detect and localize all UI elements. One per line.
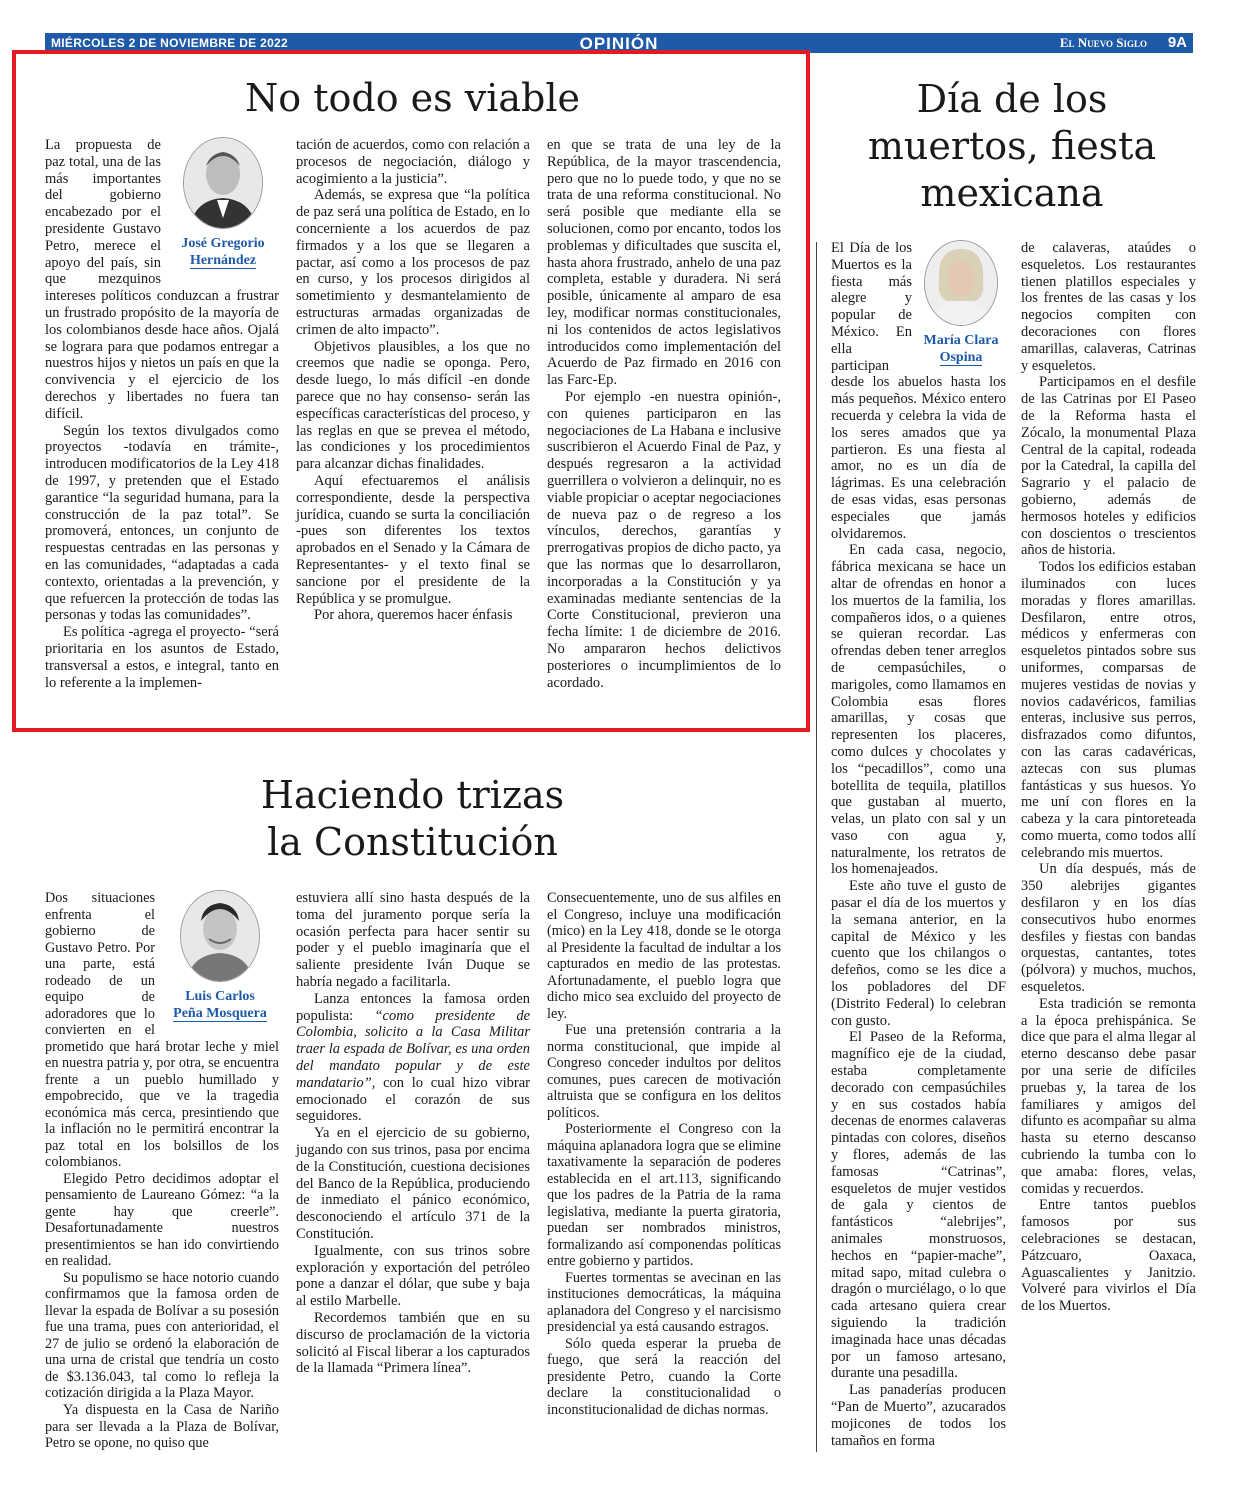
author-first-name: Luis Carlos [185,989,255,1004]
paragraph: Por ejemplo -en nuestra opinión-, con quienes participaron en las negociaciones de La Habana e inclusive suscribieron el Acuerdo Final de Paz, y después regresaron a la actividad guerrillera o volvieron a delinquir, no es viable propiciar o aceptar negociaciones de nueva paz o de regreso a los vínculos, derechos, garantías y prerrogativas propios de dicho pacto, ya que las normas que lo desarrollaron, incorporadas a la Constitución y ya examinadas mediante sentencias de la Corte Constitucional, previeron una fecha límite: 1 de diciembre de 2016. No ampararon hechos delictivos posteriores o incumplimientos de lo acordado. [547,388,781,691]
paragraph: En cada casa, negocio, fábrica mexicana se hace un altar de ofrendas en honor a los muertos de la familia, los compañeros idos, o a quienes se quieran recordar. Las ofrendas deben tener arreglos de cempasúchiles, o marigoles, como llamamos en Colombia esas flores amarillas, y cosas que representen los placeres, como dulces y chocolates y los “pecadillos”, como una botellita de tequila, platillos que gustaban al muerto, velas, un plato con sal y un vaso con agua y, naturalmente, los retratos de los homenajeados. [831,542,1006,878]
newspaper-name: El Nuevo Siglo [1059,35,1147,50]
paragraph: El Paseo de la Reforma, magnífico eje de la ciudad, estaba completamente decorado con cempasúchiles y en sus costados había decenas de enormes calaveras pintadas con colores, diseños y flores, además de las famosas “Catrinas”, esqueletos de mujer vestidos de gala y cientos de fantásticos “alebrijes”, animales monstruosos, hechos en “papier-mache”, mitad sapo, mitad culebra o dragón o murciélago, o lo que cada artesano quiera crear siguiendo la tradición imaginada hace unas décadas por un famoso artesano, durante una pesadilla. [831,1029,1006,1382]
paragraph: Dos situaciones enfrenta el gobierno de Gustavo Petro. Por una parte, está rodeado de un equipo de adoradores que lo convierten en el prometido que hará brotar leche y miel en nuestra patria y, por otra, se encuentra frente a un pueblo humillado y empobrecido, que ve la tragedia económica más cerca, presintiendo que la inflación no le permitirá encontrar la paz total en los bolsillos de los colombianos. [45,890,279,1171]
author-photo [183,137,263,229]
paragraph: La propuesta de paz total, una de las más importantes del gobierno encabezado por el presidente Gustavo Petro, merece el apoyo del país, sin que mezquinos intereses políticos conduzcan a frustrar un frustrado propósito de la mayoría de los colombianos desde hace años. Ojalá se lograra para que podamos entregar a nuestros hijos y nietos un país en que la convivencia y el ejercicio de los derechos y libertades no fuera tan difícil. [45,137,279,422]
paragraph: Ya en el ejercicio de su gobierno, jugando con sus trinos, pasa por encima de la Constitución, cuestiona decisiones del Banco de la República, produciendo de inmediato el pánico económico, desconociendo el artículo 371 de la Constitución. [296,1125,530,1242]
column-divider [816,242,817,1452]
article3-col1 [831,240,1006,1449]
article3-title-line2: muertos, fiesta [867,124,1157,169]
paragraph: de calaveras, ataúdes o esqueletos. Los restaurantes tienen platillos especiales y los frentes de las casas y los negocios compiten con decoraciones con flores amarillas, calaveras, Catrinas y esqueletos. [1021,240,1196,374]
article2-title-line1: Haciendo trizas [260,773,565,817]
paragraph: Todos los edificios estaban iluminados con luces moradas y flores amarillas. Desfilaron, entre otros, médicos y enfermeras con esqueletos pintados sobre sus uniformes, comparsas de mujeres vestidas de novias y novios cadavéricos, familias enteras, inclusive sus perros, disfrazados como difuntos, con las caras cadavéricas, aztecas con sus plumas fantásticas y sus huesos. Yo me uní con flores en la cabeza y la cara pintoreteada como muerta, como todos allí celebrando mis muertos. [1021,559,1196,861]
paragraph: Su populismo se hace notorio cuando confirmamos que la famosa orden de llevar la espada de Bolívar a su posesión fue una trama, pues con anterioridad, el 27 de julio se ordenó la elaboración de una urna de cristal que tendría un costo de $3.136.043, tal como lo refleja la cotización dirigida a la Plaza Mayor. [45,1269,279,1402]
section-name: OPINIÓN [579,34,659,53]
paragraph: Igualmente, con sus trinos sobre exploración y exportación del petróleo pone a danzar el dólar, que sube y baja al estilo Marbelle. [296,1242,530,1310]
paragraph: en que se trata de una ley de la República, de la mayor trascendencia, pero que no lo puede todo, y que no se trata de una reforma constitucional. No será posible que mediante ella se solucionen, como por encanto, todos los problemas y dificultades que suscita el, hasta ahora frustrado, anhelo de una paz completa, estable y duradera. Ni será posible, únicamente al amparo de esa ley, modificar normas constitucionales, ni los contenidos de actos legislativos introducidos como implementación del Acuerdo de Paz firmado en 2016 con las Farc-Ep. [547,137,781,389]
article1-col2 [296,137,530,624]
paragraph: Por ahora, queremos hacer énfasis [314,607,513,624]
paragraph: estuviera allí sino hasta después de la toma del juramento porque sería la ocasión perfecta para hacer sentir su poder y el pueblo imaginaría que el saliente presidente Iván Duque se habría negado a facilitarla. [296,890,530,990]
paragraph: Sólo queda esperar la prueba de fuego, que será la reacción del presidente Petro, cuando la Corte declare la constitucionalidad o inconstitucionalidad de dichas normas. [547,1335,781,1418]
paragraph: Según los textos divulgados como proyectos -todavía en trámite-, introducen modificatorios de la Ley 418 de 1997, y pretenden que el Estado garantice “la seguridad humana, para la construcción de la paz total”. Se promoverá, entonces, un conjunto de respuestas centradas en las personas y en las comunidades, “adaptadas a cada contexto, orientadas a la prevención, y que refuercen la protección de todas las personas y todas las comunidades”. [45,422,279,624]
issue-date: MIÉRCOLES 2 DE NOVIEMBRE DE 2022 [51,36,288,50]
page-number: 9A [1167,34,1187,51]
text-run: Lanza entonces la famosa orden populista: [296,990,530,1024]
paragraph: tación de acuerdos, como con relación a procesos de negociación, diálogo y acogimiento a la justicia”. [296,137,530,187]
article2-col2 [296,890,530,1377]
paragraph: Esta tradición se remonta a la época prehispánica. Se dice que para el alma llegar al eterno descanso debe pasar por una serie de difíciles pruebas y, la tarea de los familiares y amigos del difunto es acompañar su alma hasta su eterno descanso cubriendo la tumba con lo que amaba: flores, velas, comidas y recuerdos. [1021,995,1196,1197]
paragraph: Las panaderías producen “Pan de Muerto”, azucarados mojicones de todos los tamaños en forma [831,1382,1006,1449]
author-last-name: Peña Mosquera [173,1006,267,1021]
paragraph: Fuertes tormentas se avecinan en las instituciones democráticas, la máquina aplanadora del Congreso y el narcisismo presidencial ya está causando estragos. [547,1269,781,1336]
article3-author [916,240,1006,366]
paragraph: Aquí efectuaremos el análisis correspondiente, desde la perspectiva jurídica, cuando se surta la conciliación -pues son diferentes los textos aprobados en el Senado y la Cámara de Representantes- y el texto final se sancione por el presidente de la República y se promulgue. [296,472,530,607]
quoted-order: “como presidente de Colombia, solicito a la Casa Militar traer la espada de Bolívar, es una orden del mandato popular y de este mandatario” [296,1007,530,1091]
article2-author [161,890,279,1022]
author-last-name: Ospina [939,350,983,365]
article2-col1 [45,890,279,1452]
article2-title-line2: la Constitución [267,820,558,865]
paragraph: Este año tuve el gusto de pasar el día de los muertos y la semana anterior, en la capital de México y les cuento que los chilangos o defeños, como se les dice a los pobladores del DF (Distrito Federal) lo celebran con gusto. [831,878,1006,1029]
paragraph: Consecuentemente, uno de sus alfiles en el Congreso, incluye una modificación (mico) en la Ley 418, donde se le otorga al Presidente la facultad de indultar a los capturados en medio de las protestas. Afortunadamente, el pueblo logra que dicho mico sea excluido del proyecto de ley. [547,890,781,1022]
article3-col2 [1021,240,1196,1315]
article1-author [167,137,279,269]
paragraph: Ya dispuesta en la Casa de Nariño para ser llevada a la Plaza de Bolívar, Petro se opone, no quiso que [45,1401,279,1452]
paragraph: Fue una pretensión contraria a la norma constitucional, que impide al Congreso conceder indultos por delitos comunes, pues carecen de motivación altruista que se configura en los delitos políticos. [547,1022,781,1121]
paragraph: El Día de los Muertos es la fiesta más alegre y popular de México. En ella participan desde los abuelos hasta los más pequeños. México entero recuerda y celebra la vida de los seres amados que ya partieron. Es una fiesta al amor, no es un día de lágrimas. Es una celebración de esas vidas, esas personas especiales que jamás olvidaremos. [831,240,1006,542]
paragraph: Además, se expresa que “la política de paz será una política de Estado, en lo concerniente a los acuerdos de paz firmados y a los que se llegaren a pactar, así como a los procesos de paz en curso, y los procesos dirigidos al sometimiento y desmantelamiento de estructuras armadas organizadas de crimen de alto impacto”. [296,187,530,338]
author-photo [924,240,998,326]
author-last-name: Hernández [189,253,257,268]
article1-col1 [45,137,279,691]
article2-title [45,772,780,866]
paragraph: Objetivos plausibles, a los que no creemos que nadie se oponga. Pero, desde luego, lo más difícil -en donde parece que no hay consenso- serán las específicas características del proceso, y las reglas en que se prevea el método, las condiciones y los procedimientos para alcanzar dichas finalidades. [296,338,530,473]
author-first-name: José Gregorio [181,236,265,251]
paragraph: Elegido Petro decidimos adoptar el pensamiento de Laureano Gómez: “a la gente hay que creerle”. Desafortunadamente nuestros presentimientos se han ido convirtiendo en realidad. [45,1170,279,1270]
paragraph: Posteriormente el Congreso con la máquina aplanadora logra que se elimine taxativamente la separación de poderes establecida en el art.113, significando que los padres de la Patria de la rama legislativa, mediante la puerta giratoria, puedan ser nombrados ministros, formalizando así componendas políticas entre gobierno y partidos. [547,1121,781,1270]
article1-col3 [547,137,781,691]
paragraph: Participamos en el desfile de las Catrinas por El Paseo de la Reforma hasta el Zócalo, la monumental Plaza Central de la capital, rodeada por la Catedral, la capilla del Sagrario y el palacio de gobierno, además de hermosos hoteles y edificios con doscientos o trescientos años de historia. [1021,374,1196,559]
paragraph: Recordemos también que en su discurso de proclamación de la victoria solicitó al Fiscal liberar a los capturados de la llamada “Primera línea”. [296,1309,530,1377]
paragraph: Entre tantos pueblos famosos por sus celebraciones se destacan, Pátzcuaro, Oaxaca, Aguascalientes y Janitzio. Volveré para vivirlos el Día de los Muertos. [1021,1197,1196,1315]
paragraph: Es política -agrega el proyecto- “será prioritaria en los asuntos de Estado, transversal a estos, e integral, tanto en lo referente a la implemen- [45,624,279,691]
article3-title [828,76,1196,217]
author-first-name: María Clara [923,333,999,348]
article3-title-line3: mexicana [920,171,1104,216]
text-run: , con lo cual hizo vibrar emocionado el corazón de sus seguidores. [296,1074,530,1125]
article1-title: No todo es viable [245,76,580,120]
article2-col3 [547,890,781,1419]
author-photo [180,890,260,982]
paragraph: Un día después, más de 350 alebrijes gigantes desfilaron y en los días consecutivos hubo enormes desfiles y fiestas con bandas orquestas, cantantes, totes (pólvora) y muchos, muchos, esqueletos. [1021,861,1196,996]
article3-title-line1: Día de los [916,77,1108,121]
paragraph [296,991,530,1125]
